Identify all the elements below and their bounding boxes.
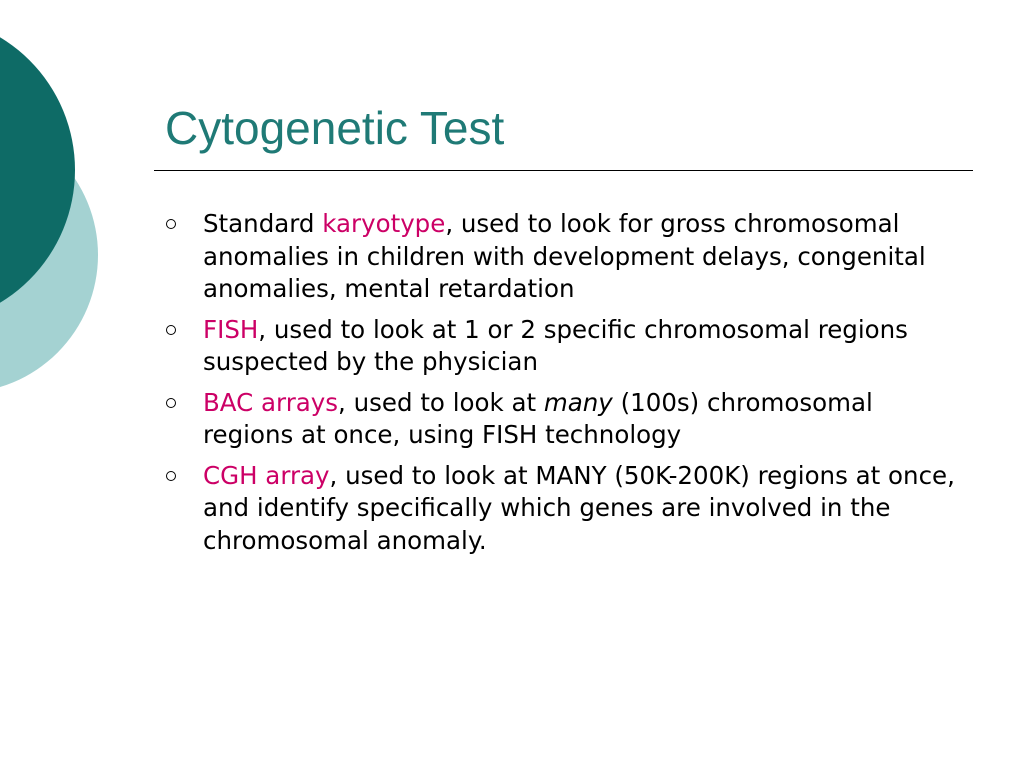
decorative-circles: [0, 0, 110, 410]
hollow-circle-bullet-icon: [166, 325, 176, 335]
bullet-text: , used to look at: [338, 387, 544, 417]
bullet-item-cgh-array: [165, 460, 965, 558]
hollow-circle-bullet-icon: [166, 219, 176, 229]
bullet-item-karyotype: [165, 208, 965, 306]
bullet-item-fish: [165, 314, 965, 379]
hollow-circle-bullet-icon: [166, 398, 176, 408]
bullet-term: FISH: [203, 314, 259, 344]
bullet-text: , used to look at MANY (50K-200K) regions at once, and identify specifically which genes are involved in the chromosomal anomaly.: [203, 460, 955, 555]
bullet-text-continued: (100s) chromosomal regions at once, using FISH technology: [203, 387, 873, 449]
bullet-emphasis: many: [543, 387, 613, 417]
bullet-term: BAC arrays: [203, 387, 339, 417]
bullet-text: , used to look for gross chromosomal anomalies in children with development delays, congenital anomalies, mental retardation: [203, 209, 926, 303]
slide-title: Cytogenetic Test: [165, 102, 505, 154]
bullet-term: karyotype: [322, 209, 446, 238]
bullet-text: , used to look at 1 or 2 specific chromosomal regions suspected by the physician: [203, 314, 908, 376]
hollow-circle-bullet-icon: [166, 471, 176, 481]
bullet-term: CGH array: [203, 460, 330, 490]
title-divider: [154, 170, 973, 171]
bullet-prefix: Standard: [203, 209, 323, 238]
bullet-list: [165, 208, 965, 565]
bullet-item-bac-arrays: [165, 387, 965, 452]
